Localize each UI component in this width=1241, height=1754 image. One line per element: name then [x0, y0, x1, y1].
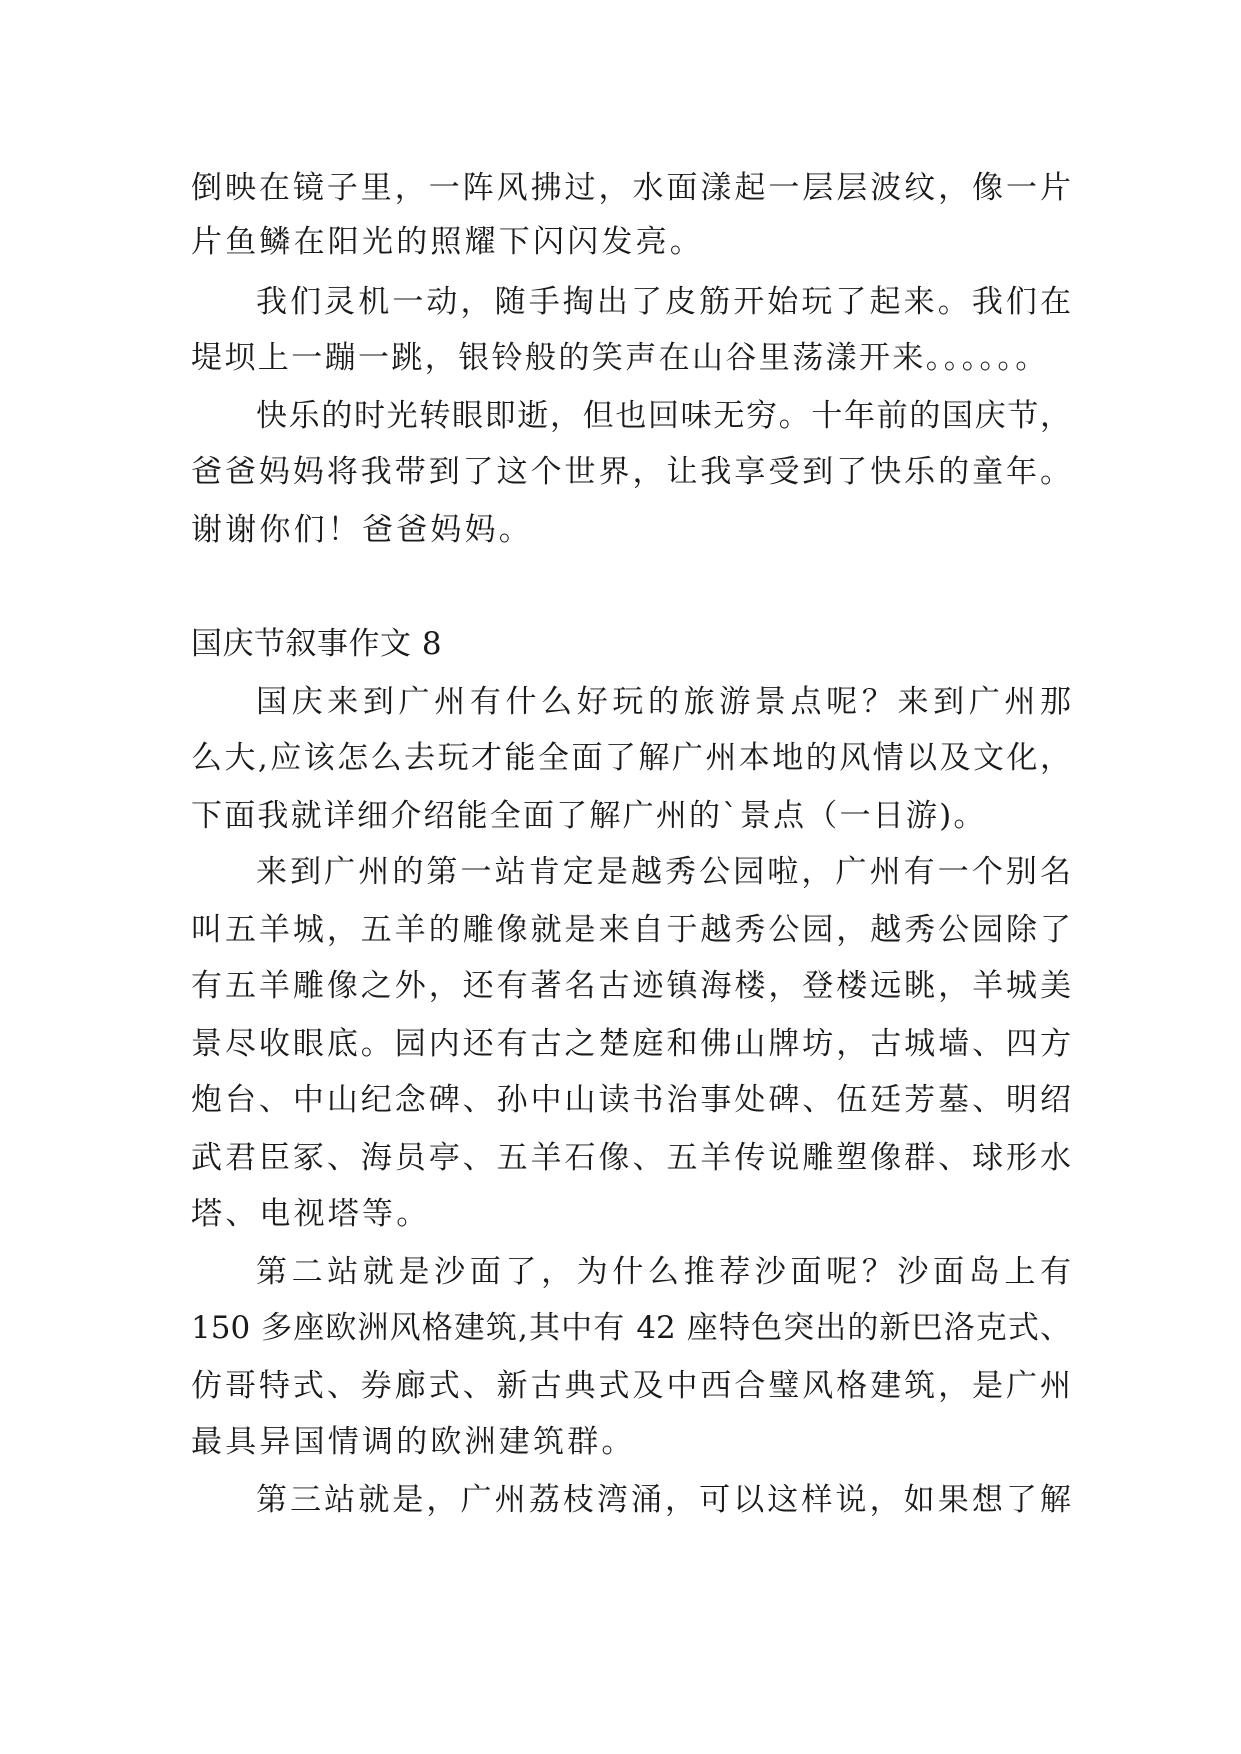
- text-line: 来到广州的第一站肯定是越秀公园啦，广州有一个别名: [256, 854, 1071, 890]
- text-line: 第三站就是，广州荔枝湾涌，可以这样说，如果想了解: [256, 1482, 1071, 1518]
- text-line: 片鱼鳞在阳光的照耀下闪闪发亮。: [191, 224, 704, 260]
- text-line: 最具异国情调的欧洲建筑群。: [191, 1424, 636, 1460]
- text-line: 么大,应该怎么去玩才能全面了解广州本地的风情以及文化，: [191, 740, 1071, 776]
- text-line: 塔、电视塔等。: [191, 1196, 431, 1232]
- text-line: 倒映在镜子里，一阵风拂过，水面漾起一层层波纹，像一片: [191, 170, 1071, 206]
- text-line: 第二站就是沙面了，为什么推荐沙面呢？沙面岛上有: [256, 1254, 1071, 1290]
- text-line: 150 多座欧洲风格建筑,其中有 42 座特色突出的新巴洛克式、: [191, 1310, 1071, 1346]
- text-line: 有五羊雕像之外，还有著名古迹镇海楼，登楼远眺，羊城美: [191, 968, 1071, 1004]
- text-line: 国庆来到广州有什么好玩的旅游景点呢？来到广州那: [256, 684, 1071, 720]
- text-line: 快乐的时光转眼即逝，但也回味无穷。十年前的国庆节，: [256, 398, 1071, 434]
- text-line: 爸爸妈妈将我带到了这个世界，让我享受到了快乐的童年。: [191, 454, 1071, 490]
- text-line: 叫五羊城，五羊的雕像就是来自于越秀公园，越秀公园除了: [191, 912, 1071, 948]
- text-line: 下面我就详细介绍能全面了解广州的`景点（一日游)。: [191, 798, 987, 834]
- section-title: 国庆节叙事作文 8: [191, 626, 443, 662]
- text-line: 武君臣冢、海员亭、五羊石像、五羊传说雕塑像群、球形水: [191, 1140, 1071, 1176]
- text-line: 仿哥特式、券廊式、新古典式及中西合璧风格建筑，是广州: [191, 1368, 1071, 1404]
- text-line: 炮台、中山纪念碑、孙中山读书治事处碑、伍廷芳墓、明绍: [191, 1082, 1071, 1118]
- text-line: 景尽收眼底。园内还有古之楚庭和佛山牌坊，古城墙、四方: [191, 1026, 1071, 1062]
- text-line: 堤坝上一蹦一跳，银铃般的笑声在山谷里荡漾开来。。。。。。: [191, 340, 1049, 376]
- text-line: 我们灵机一动，随手掏出了皮筋开始玩了起来。我们在: [256, 284, 1071, 320]
- text-line: 谢谢你们！爸爸妈妈。: [191, 512, 533, 548]
